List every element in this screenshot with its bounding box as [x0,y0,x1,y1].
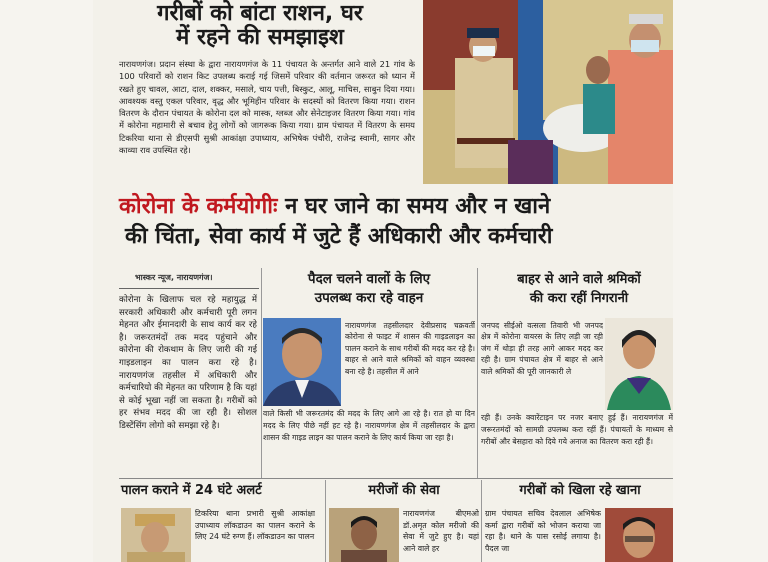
newspaper-page [93,0,673,562]
mid-headline-line1: पैदल चलने वालों के लिए [307,271,431,287]
main-headline [119,195,673,249]
right-story-headline [479,270,673,308]
top-headline [101,2,419,50]
bmo-doctor-photo [329,508,399,562]
top-story-body: नारायणगंज। प्रदान संस्था के द्वारा नारायणगंज के 11 पंचायत के अन्तर्गत आने वाले 21 गांव के 100 परिवारों को राशन किट उपलब्ध कराई गई जिसमें परिवार की वर्तमान जरूरत को ध्यान में रखते हुए चावल, आटा, दाल, शक्कर, मसाले, चाय पत्ती, बिस्कुट, आलू, माचिस, साबुन दिया गया। आवश्यक वस्तु एकल परिवार, वृद्ध और भूमिहीन परिवार के सदस्यों को वितरण किया गया। राशन वितरण के दौरान पंचायत के कोरोना दल को मास्क, ग्लब्ज और सेनेटाइजर वितरण किया गया। गांव में कोरोना महामारी से बचाव हेतु लोगों को जागरूक किया गया। ग्राम पंचायत में वितरण के समय टिकरिया थाना से डीएसपी सुश्री आकांक्षा उपाध्याय, अभिषेक पंचौरी, राजेन्द्र स्वामी, सागर और काव्या राव उपस्थित रहे। [119,59,415,156]
bottom-story-3-body: ग्राम पंचायत सचिव देवलाल अभिषेक कर्मा द्वारा गरीबों को भोजन कराया जा रहा है। थाने के पास रसोई लगाया है। पैदल जा [485,509,601,553]
ceo-portrait [605,318,673,410]
police-officer-photo [121,508,191,562]
bottom-story-1-body: टिकरिया थाना प्रभारी सुश्री आकांक्षा उपाध्याय लॉकडाउन का पालन कराने के लिए 24 घंटे रुग्ण हैं। लॉकडाउन का पालन [195,509,315,542]
mid-story-body-full: वाले किसी भी जरूरतमंद की मदद के लिए आगे आ रहे है। रात हो या दिन मदद के लिए पीछे नहीं हट रहे है। नारायणगंज क्षेत्र में तहसीलदार के द्वारा शासन की गाइड लाइन का पालन कराने के लिए कार्य किया जा रहा है। [263,409,475,442]
bottom-story-2-headline: मरीजों की सेवा [368,483,440,498]
panchayat-secretary-photo [605,508,673,562]
tehsildar-portrait [263,318,341,406]
mid-story-body-wrap: नारायणगंज तहसीलदार देवीप्रसाद चक्रवर्ती कोरोना से फाइट में शासन की गाइडलाइन का पालन कराने के साथ गरीबों की मदद कर रहे है। बाहर से आने वाले श्रमिकों को वाहन व्यवस्था बना रहे है। तहसील में आने [345,321,475,376]
mid-headline-line2: उपलब्ध करा रहे वाहन [314,290,424,306]
bottom-divider-2 [481,480,482,562]
right-story-body-wrap: जनपद सीईओ वत्सला तिवारी भी जनपद क्षेत्र में कोरोना वायरस के लिए लड़ी जा रही जंग में थोड़ा ही तरह आगे आकर मदद कर रही है। ग्राम पंचायत क्षेत्र में बाहर से आने वाले श्रमिकों की पूरी जानकारी ले [481,321,603,376]
top-headline-line2: में रहने की समझाइश [176,25,344,51]
right-story-body-full: रही हैं। उनके क्वारेंटाइन पर नजर बनाए हुई हैं। नारायणगंज में जरूरतमंदों को सामग्री उपलब्ध करा रहीं हैं। पंचायतों के माध्यम से गरीबों और बेसहारा को दिये गये अनाज का वितरण करा रही हैं। [481,413,673,446]
top-headline-line1: गरीबों को बांटा राशन, घर [157,1,363,26]
mid-story-headline [263,270,475,308]
bottom-rule [119,478,673,479]
right-headline-line2: की करा रहीं निगरानी [529,291,629,306]
column-divider-1 [261,268,262,478]
byline: भास्कर न्यूज, नारायणगंज। [135,273,213,282]
main-headline-kicker: कोरोना के कर्मयोगीः [119,194,278,219]
bottom-story-3-headline: गरीबों को खिला रहे खाना [519,483,641,498]
right-headline-line1: बाहर से आने वाले श्रमिकों [517,272,641,287]
bottom-story-2-body: नारायणगंज बीएमओ डॉ.अमृत कोल मरीजो की सेवा में जुटे हुए है। यहां आने वाले हर [403,509,479,553]
left-column-body: कोरोना के खिलाफ चल रहे महायुद्ध में सरकारी अधिकारी और कर्मचारी पूरी लगन मेहनत और ईमानदारी के साथ कार्य कर रहे है। जरूरतमंदों तक मदद पहुंचाने और कोरोना की रोकथाम के लिए जारी की गई गाइडलाइन का पालन करा रहे है। नारायणगंज तहसील में अधिकारी और कर्मचारियो की मेहनत का परिणाम है कि यहां से कोई भूखा नहीं जा सकता है। गरीबों को हर संभव मदद की जा रही है। सोशल डिस्टेंसिंग लोगो को समझा रहे है। [119,295,257,431]
byline-rule [119,288,259,289]
main-headline-line1: न घर जाने का समय और न खाने [285,194,551,219]
bottom-story-1-headline: पालन कराने में 24 घंटे अलर्ट [121,483,262,498]
main-headline-line2: की चिंता, सेवा कार्य में जुटे हैं अधिकारी और कर्मचारी [125,224,553,250]
column-divider-2 [477,268,478,478]
ration-distribution-photo [423,0,673,184]
bottom-divider-1 [325,480,326,562]
